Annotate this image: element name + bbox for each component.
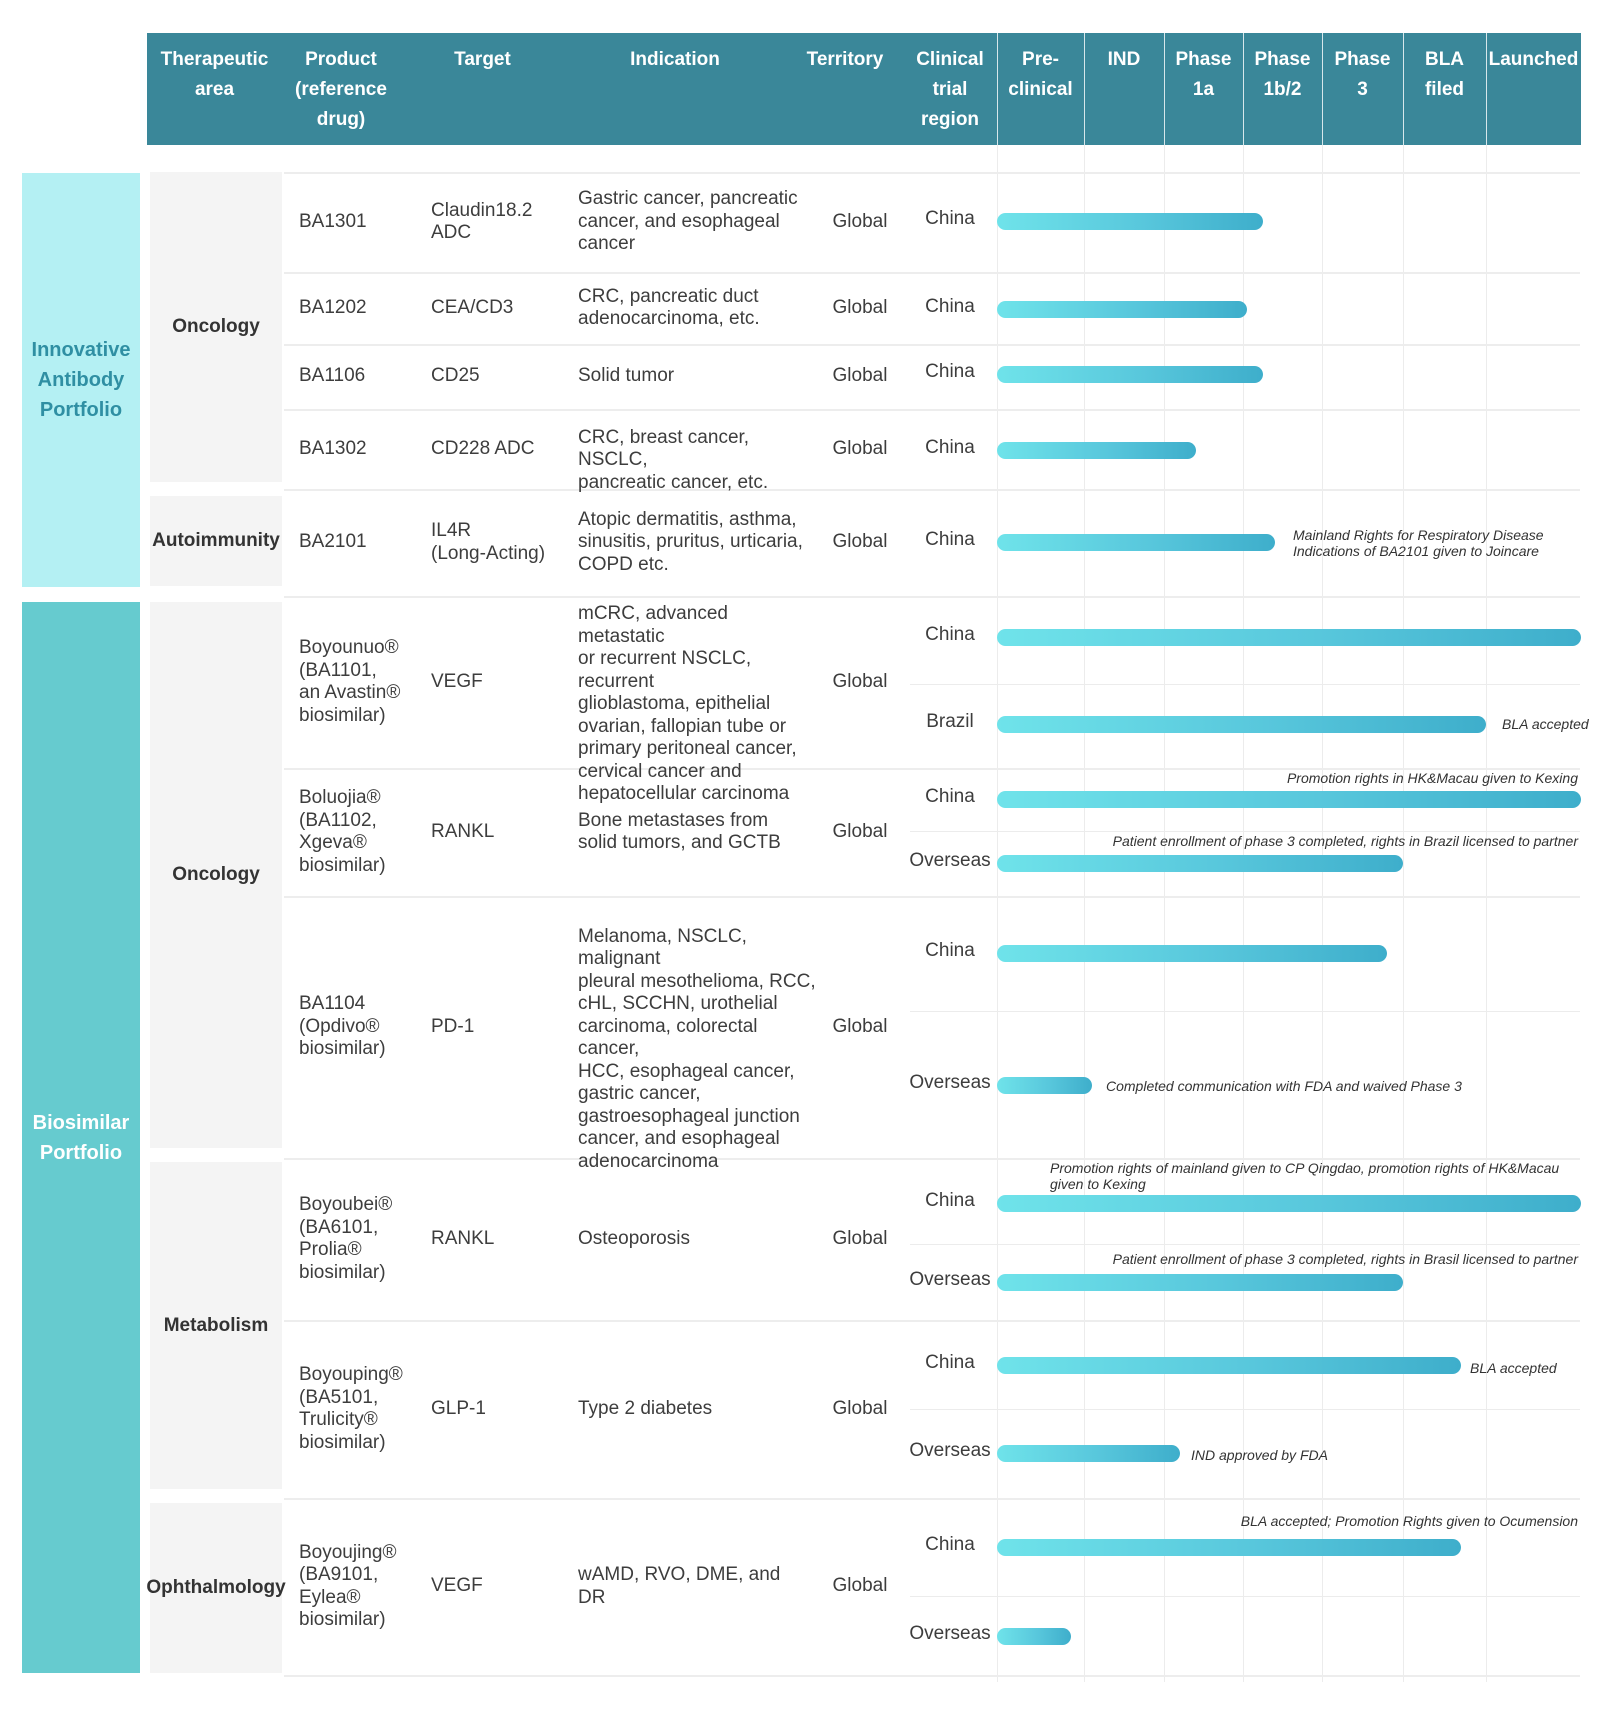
progress-bar-overseas <box>997 1077 1092 1094</box>
header-divider <box>1322 33 1323 145</box>
product-name: BA1202 <box>299 296 367 318</box>
col-territory: Territory <box>806 49 884 70</box>
stage-gridline <box>1403 145 1404 1682</box>
indication-text: Gastric cancer, pancreatic cancer, and esophageal cancer <box>578 188 798 255</box>
row-divider <box>284 1675 1580 1677</box>
territory-text: Global <box>832 1015 888 1037</box>
target-name: CD228 ADC <box>431 437 535 459</box>
col-stage-5: BLA filed <box>1424 49 1465 100</box>
header-divider <box>1243 33 1244 145</box>
header-divider <box>1403 33 1404 145</box>
progress-bar-china <box>997 213 1263 230</box>
progress-bar-overseas <box>997 1628 1071 1645</box>
product-name: Boluojia® (BA1102, Xgeva® biosimilar) <box>299 787 386 876</box>
target-name: VEGF <box>431 1575 483 1597</box>
row-divider <box>284 344 1580 346</box>
progress-bar-overseas <box>997 855 1403 872</box>
progress-bar-china <box>997 442 1196 459</box>
col-stage-2: Phase 1a <box>1175 49 1232 100</box>
indication-text: Bone metastases from solid tumors, and GCTB <box>578 809 781 853</box>
product-name: Boyounuo® (BA1101, an Avastin® biosimilar) <box>299 637 401 726</box>
clinical-region-label: China <box>925 624 975 645</box>
target-name: Claudin18.2 ADC <box>431 199 533 243</box>
col-clinical-region: Clinical trial region <box>916 49 984 130</box>
bar-annotation: Patient enrollment of phase 3 completed, rights in Brasil licensed to partner <box>1112 1251 1578 1267</box>
clinical-region-label: China <box>925 296 975 317</box>
bar-annotation: BLA accepted <box>1502 716 1589 732</box>
progress-bar-china <box>997 1357 1461 1374</box>
product-name: Boyoubei® (BA6101, Prolia® biosimilar) <box>299 1194 393 1283</box>
indication-text: Type 2 diabetes <box>578 1397 713 1419</box>
row-divider <box>284 1320 1580 1322</box>
progress-bar-china <box>997 301 1247 318</box>
header-divider <box>1084 33 1085 145</box>
row-divider <box>284 896 1580 898</box>
col-stage-4: Phase 3 <box>1334 49 1391 100</box>
clinical-region-label: China <box>925 437 975 458</box>
clinical-region-label: China <box>925 786 975 807</box>
bar-annotation: Mainland Rights for Respiratory Disease Indications of BA2101 given to Joincare <box>1293 527 1544 559</box>
region-divider <box>910 1011 1580 1012</box>
col-stage-6: Launched <box>1488 49 1579 70</box>
indication-text: Solid tumor <box>578 365 675 387</box>
col-stage-1: IND <box>1107 49 1141 70</box>
row-divider <box>284 596 1580 598</box>
col-stage-3: Phase 1b/2 <box>1254 49 1311 100</box>
col-indication: Indication <box>630 49 720 70</box>
bar-annotation: Patient enrollment of phase 3 completed, rights in Brazil licensed to partner <box>1112 833 1578 849</box>
bar-annotation: Completed communication with FDA and waived Phase 3 <box>1106 1078 1462 1094</box>
target-name: RANKL <box>431 1227 495 1249</box>
col-therapeutic-area: Therapeutic area <box>160 49 269 100</box>
indication-text: mCRC, advanced metastatic or recurrent NSCLC, recurrent glioblastoma, epithelial ovarian, fallopian tube or primary peritoneal cancer, cervical cancer and hepatocellular carcinoma <box>578 603 797 805</box>
area-autoimmunity: Autoimmunity <box>150 496 282 586</box>
product-name: BA1104 (Opdivo® biosimilar) <box>299 993 386 1060</box>
region-divider <box>910 1244 1580 1245</box>
clinical-region-label: Overseas <box>909 1623 991 1644</box>
row-divider <box>284 409 1580 411</box>
clinical-region-label: Overseas <box>909 1440 991 1461</box>
territory-text: Global <box>832 1397 888 1419</box>
territory-text: Global <box>832 365 888 387</box>
product-name: Boyouping® (BA5101, Trulicity® biosimilar) <box>299 1364 403 1453</box>
region-divider <box>910 1596 1580 1597</box>
row-divider <box>284 272 1580 274</box>
indication-text: Melanoma, NSCLC, malignant pleural mesothelioma, RCC, cHL, SCCHN, urothelial carcinoma, colorectal cancer, HCC, esophageal cancer, gastric cancer, gastroesophageal junction cancer, and esophageal adenocarcinoma <box>578 925 816 1172</box>
indication-text: Atopic dermatitis, asthma, sinusitis, pruritus, urticaria, COPD etc. <box>578 508 803 575</box>
area-ophthalmology: Ophthalmology <box>150 1503 282 1673</box>
target-name: VEGF <box>431 670 483 692</box>
clinical-region-label: China <box>925 940 975 961</box>
target-name: CEA/CD3 <box>431 296 514 318</box>
bar-annotation: Promotion rights in HK&Macau given to Kexing <box>1286 770 1578 786</box>
indication-text: Osteoporosis <box>578 1227 690 1249</box>
clinical-region-label: China <box>925 529 975 550</box>
header-divider <box>1164 33 1165 145</box>
stage-gridline <box>1486 145 1487 1682</box>
target-name: CD25 <box>431 365 480 387</box>
territory-text: Global <box>832 820 888 842</box>
target-name: GLP-1 <box>431 1397 486 1419</box>
indication-text: wAMD, RVO, DME, and DR <box>578 1564 781 1608</box>
area-metabolism: Metabolism <box>150 1162 282 1489</box>
clinical-region-label: Overseas <box>909 850 991 871</box>
indication-text: CRC, pancreatic duct adenocarcinoma, etc. <box>578 285 760 329</box>
progress-bar-china <box>997 791 1581 808</box>
bar-annotation: IND approved by FDA <box>1191 1447 1328 1463</box>
bar-annotation: BLA accepted <box>1470 1360 1557 1376</box>
territory-text: Global <box>832 1227 888 1249</box>
territory-text: Global <box>832 531 888 553</box>
bar-annotation: Promotion rights of mainland given to CP Qingdao, promotion rights of HK&Macau given to Kexing <box>1050 1160 1560 1192</box>
indication-text: CRC, breast cancer, NSCLC, pancreatic cancer, etc. <box>578 426 769 493</box>
progress-bar-china <box>997 629 1581 646</box>
region-divider <box>910 684 1580 685</box>
clinical-region-label: China <box>925 1190 975 1211</box>
portfolio-innovative: Innovative Antibody Portfolio <box>22 173 140 587</box>
progress-bar-china <box>997 1539 1461 1556</box>
clinical-region-label: China <box>925 208 975 229</box>
col-product: Product (reference drug) <box>295 49 387 130</box>
row-divider <box>284 172 1580 174</box>
target-name: PD-1 <box>431 1015 475 1037</box>
product-name: BA2101 <box>299 531 367 553</box>
region-divider <box>910 1409 1580 1410</box>
progress-bar-china <box>997 1195 1581 1212</box>
row-divider <box>284 489 1580 491</box>
portfolio-biosimilar: Biosimilar Portfolio <box>22 602 140 1673</box>
territory-text: Global <box>832 437 888 459</box>
area-oncology-innovative: Oncology <box>150 172 282 482</box>
territory-text: Global <box>832 1575 888 1597</box>
clinical-region-label: Brazil <box>926 711 974 732</box>
progress-bar-overseas <box>997 1445 1180 1462</box>
target-name: IL4R (Long-Acting) <box>431 520 546 564</box>
clinical-region-label: China <box>925 1534 975 1555</box>
row-divider <box>284 1498 1580 1500</box>
progress-bar-overseas <box>997 1274 1403 1291</box>
region-divider <box>910 831 1580 832</box>
col-target: Target <box>454 49 511 70</box>
product-name: BA1301 <box>299 210 367 232</box>
product-name: BA1106 <box>299 365 366 387</box>
clinical-region-label: Overseas <box>909 1072 991 1093</box>
territory-text: Global <box>832 670 888 692</box>
clinical-region-label: China <box>925 1352 975 1373</box>
clinical-region-label: China <box>925 361 975 382</box>
territory-text: Global <box>832 210 888 232</box>
progress-bar-china <box>997 945 1387 962</box>
col-stage-0: Pre-clinical <box>1008 49 1073 100</box>
progress-bar-china <box>997 366 1263 383</box>
clinical-region-label: Overseas <box>909 1269 991 1290</box>
bar-annotation: BLA accepted; Promotion Rights given to Ocumension <box>1240 1513 1578 1529</box>
area-oncology-biosimilar: Oncology <box>150 602 282 1148</box>
target-name: RANKL <box>431 820 495 842</box>
product-name: BA1302 <box>299 437 367 459</box>
product-name: Boyoujing® (BA9101, Eylea® biosimilar) <box>299 1541 397 1630</box>
progress-bar-brazil <box>997 716 1486 733</box>
header-divider <box>997 33 998 145</box>
header-divider <box>1486 33 1487 145</box>
territory-text: Global <box>832 296 888 318</box>
progress-bar-china <box>997 534 1275 551</box>
